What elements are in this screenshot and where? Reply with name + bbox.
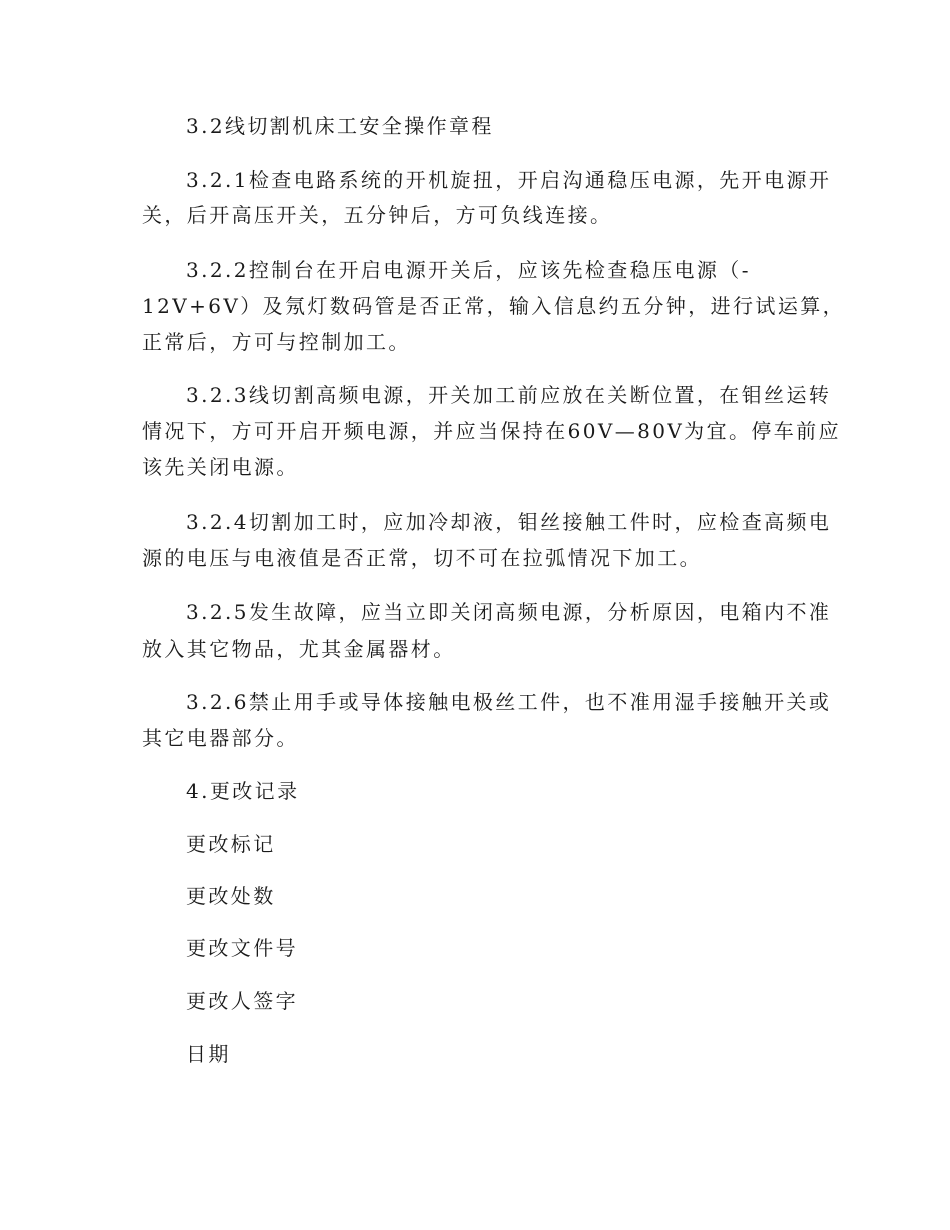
change-record-item: 更改人签字 [186, 989, 298, 1013]
change-record-item: 日期 [186, 1042, 231, 1066]
paragraph-3-2-2-line-3: 正常后，方可与控制加工。 [142, 330, 411, 354]
change-record-item: 更改处数 [186, 884, 276, 908]
paragraph-3-2-3-line-2: 情况下，方可开启开频电源，并应当保持在60V—80V为宜。停车前应 [142, 419, 841, 443]
paragraph-3-2-5-line-1: 3.2.5发生故障，应当立即关闭高频电源，分析原因，电箱内不准 [186, 600, 832, 624]
paragraph-3-2-2-line-2: 12V+6V）及氖灯数码管是否正常，输入信息约五分钟，进行试运算， [142, 294, 846, 318]
paragraph-3-2-6-line-2: 其它电器部分。 [142, 726, 299, 750]
paragraph-3-2-5-line-2: 放入其它物品，尤其金属器材。 [142, 637, 456, 661]
section-heading: 3.2线切割机床工安全操作章程 [186, 114, 494, 138]
paragraph-3-2-3-line-1: 3.2.3线切割高频电源，开关加工前应放在关断位置，在钼丝运转 [186, 383, 832, 407]
change-record-heading: 4.更改记录 [186, 779, 300, 803]
paragraph-3-2-1-line-2: 关，后开高压开关，五分钟后，方可负线连接。 [142, 203, 613, 227]
paragraph-3-2-4-line-2: 源的电压与电液值是否正常，切不可在拉弧情况下加工。 [142, 546, 702, 570]
paragraph-3-2-6-line-1: 3.2.6禁止用手或导体接触电极丝工件，也不准用湿手接触开关或 [186, 690, 832, 714]
paragraph-3-2-3-line-3: 该先关闭电源。 [142, 455, 299, 479]
paragraph-3-2-1-line-1: 3.2.1检查电路系统的开机旋扭，开启沟通稳压电源，先开电源开 [186, 168, 832, 192]
change-record-item: 更改标记 [186, 832, 276, 856]
paragraph-3-2-2-line-1: 3.2.2控制台在开启电源开关后，应该先检查稳压电源（- [186, 258, 751, 282]
change-record-item: 更改文件号 [186, 936, 298, 960]
paragraph-3-2-4-line-1: 3.2.4切割加工时，应加冷却液，钼丝接触工件时，应检查高频电 [186, 510, 832, 534]
